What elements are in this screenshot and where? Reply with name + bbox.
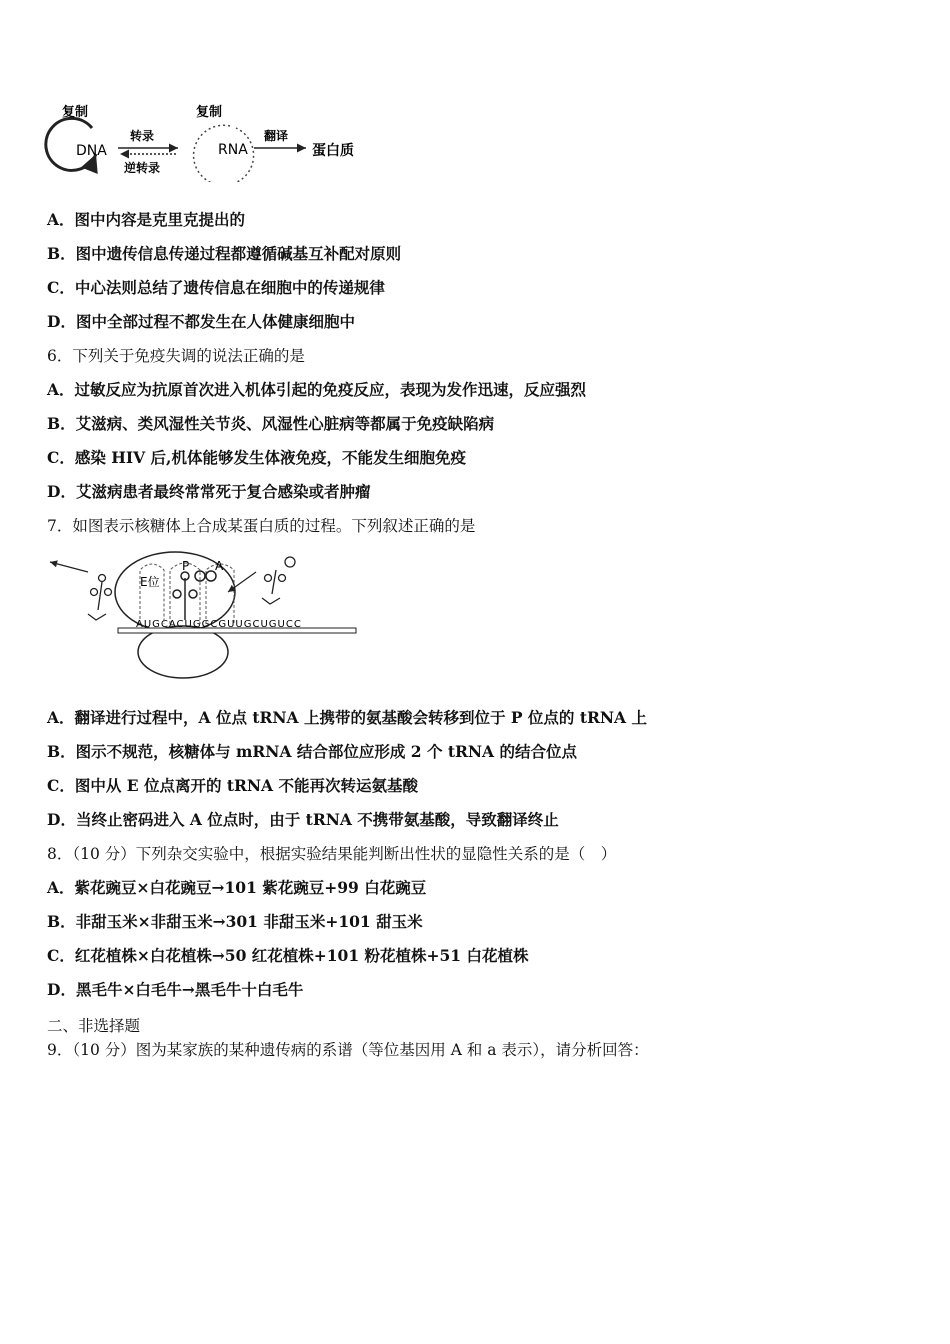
q8-option-b: B．非甜玉米×非甜玉米→301 非甜玉米+101 甜玉米 <box>47 912 423 931</box>
q8-option-a: A．紫花豌豆×白花豌豆→101 紫花豌豆+99 白花豌豆 <box>47 878 427 897</box>
q9-stem: 9．（10 分）图为某家族的某种遗传病的系谱（等位基因用 A 和 a 表示），请分析回答： <box>47 1041 649 1059</box>
trna-entering <box>262 557 295 604</box>
q7-option-c: C．图中从 E 位点离开的 tRNA 不能再次转运氨基酸 <box>47 776 418 795</box>
trna-exiting <box>88 575 112 621</box>
e-site-label: E位 <box>140 575 160 589</box>
p-site-label: P <box>182 559 190 573</box>
q5-option-c: C．中心法则总结了遗传信息在细胞中的传递规律 <box>47 278 385 297</box>
reverse-transcription-label: 逆转录 <box>124 161 161 175</box>
trna-p-site <box>173 571 216 620</box>
e-site-outline <box>140 564 164 624</box>
exit-arrow <box>50 562 88 572</box>
a-site-label: A <box>215 559 224 573</box>
q5-option-a: A．图中内容是克里克提出的 <box>47 210 246 229</box>
q8-option-d: D．黑毛牛×白毛牛→黑毛牛十白毛牛 <box>47 980 304 999</box>
q7-stem: 7．如图表示核糖体上合成某蛋白质的过程。下列叙述正确的是 <box>47 517 476 535</box>
q8-stem: 8．（10 分）下列杂交实验中，根据实验结果能判断出性状的显隐性关系的是（ ） <box>47 845 617 863</box>
ribosome-small-subunit <box>138 626 228 678</box>
a-site-outline <box>206 564 234 624</box>
section-heading: 二、非选择题 <box>47 1017 141 1035</box>
q8-option-c: C．红花植株×白花植株→50 红花植株+101 粉花植株+51 白花植株 <box>47 946 529 965</box>
q6-option-b: B．艾滋病、类风湿性关节炎、风湿性心脏病等都属于免疫缺陷病 <box>47 414 495 433</box>
ribosome-translation-diagram <box>40 548 370 682</box>
transcription-label: 转录 <box>130 129 155 143</box>
q6-option-c: C．感染 HIV 后,机体能够发生体液免疫，不能发生细胞免疫 <box>47 448 466 467</box>
dna-label: DNA <box>76 143 107 159</box>
dna-copy-label: 复制 <box>62 105 89 120</box>
q6-option-a: A．过敏反应为抗原首次进入机体引起的免疫反应，表现为发作迅速，反应强烈 <box>47 380 587 399</box>
entry-arrow <box>228 572 256 592</box>
q5-option-d: D．图中全部过程不都发生在人体健康细胞中 <box>47 312 355 331</box>
central-dogma-diagram <box>40 98 380 182</box>
protein-label: 蛋白质 <box>312 143 354 159</box>
translation-label: 翻译 <box>264 129 289 143</box>
q7-option-a: A．翻译进行过程中，A 位点 tRNA 上携带的氨基酸会转移到位于 P 位点的 tRNA 上 <box>47 708 647 727</box>
q6-stem: 6．下列关于免疫失调的说法正确的是 <box>47 347 305 365</box>
q7-option-b: B．图示不规范，核糖体与 mRNA 结合部位应形成 2 个 tRNA 的结合位点 <box>47 742 577 761</box>
mrna-sequence: AUGCACUGGCGUUGCUGUCC <box>136 619 302 630</box>
rna-label: RNA <box>218 142 248 158</box>
q7-option-d: D．当终止密码进入 A 位点时，由于 tRNA 不携带氨基酸，导致翻译终止 <box>47 810 559 829</box>
rna-copy-label: 复制 <box>196 105 223 120</box>
q6-option-d: D．艾滋病患者最终常常死于复合感染或者肿瘤 <box>47 482 371 501</box>
q5-option-b: B．图中遗传信息传递过程都遵循碱基互补配对原则 <box>47 244 402 263</box>
